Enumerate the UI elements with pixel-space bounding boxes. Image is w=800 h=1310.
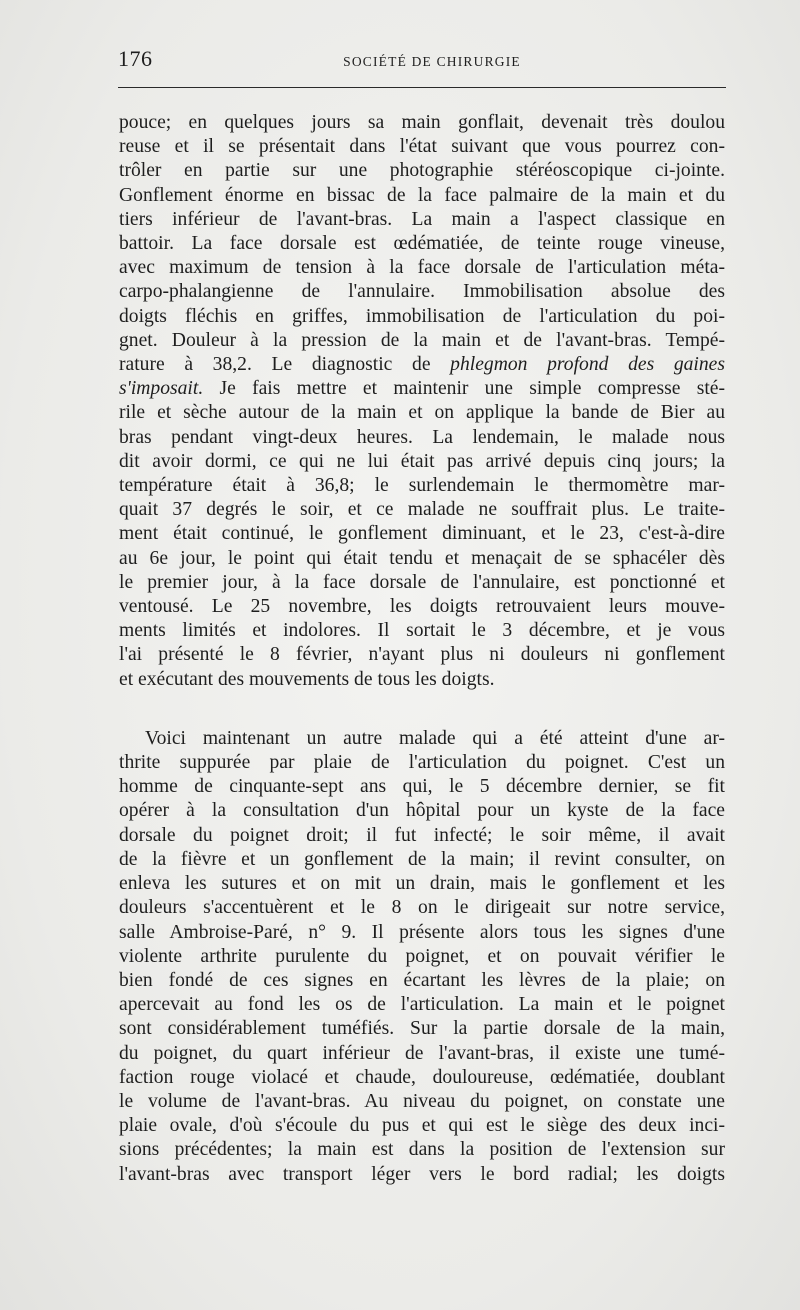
text-line: violente arthrite purulente du poignet, et on pouvait vérifier le <box>119 945 725 967</box>
paragraph-1 <box>119 111 725 692</box>
text-line: gnet. Douleur à la pression de la main et de l'avant-bras. Tempé- <box>119 329 725 351</box>
text-segment: rature à 38,2. Le diagnostic de <box>119 354 451 376</box>
body-text <box>119 111 725 1187</box>
text-line: bras pendant vingt-deux heures. La lendemain, le malade nous <box>119 426 725 448</box>
text-line: reuse et il se présentait dans l'état suivant que vous pourrez con- <box>119 136 725 158</box>
text-line: dit avoir dormi, ce qui ne lui était pas arrivé depuis cinq jours; la <box>119 450 725 472</box>
page-header <box>118 42 726 76</box>
text-line: carpo-phalangienne de l'annulaire. Immobilisation absolue des <box>119 281 725 303</box>
text-line: sions précédentes; la main est dans la position de l'extension sur <box>119 1139 725 1161</box>
text-line: douleurs s'accentuèrent et le 8 on le dirigeait sur notre service, <box>119 897 725 919</box>
paragraph-gap <box>119 692 725 727</box>
text-segment: Je fais mettre et maintenir une simple compresse sté- <box>203 378 725 400</box>
text-line: ment était continué, le gonflement diminuant, et le 23, c'est-à-dire <box>119 523 725 545</box>
page-number: 176 <box>118 46 153 71</box>
text-line: ments limités et indolores. Il sortait le 3 décembre, et je vous <box>119 620 725 642</box>
text-line: pouce; en quelques jours sa main gonflait, devenait très doulou <box>119 112 725 133</box>
text-line: Gonflement énorme en bissac de la face palmaire de la main et du <box>119 184 725 206</box>
text-line: sont considérablement tuméfiés. Sur la partie dorsale de la main, <box>119 1018 725 1040</box>
text-line: doigts fléchis en griffes, immobilisation de l'articulation du poi- <box>119 305 725 327</box>
italic-phrase: phlegmon profond des gaines <box>450 354 725 376</box>
text-line: enleva les sutures et on mit un drain, mais le gonflement et les <box>119 873 725 895</box>
text-line: ventousé. Le 25 novembre, les doigts retrouvaient leurs mouve- <box>119 596 725 618</box>
header-rule <box>118 87 726 88</box>
text-line: de la fièvre et un gonflement de la main; il revint consulter, on <box>119 848 725 870</box>
text-line: trôler en partie sur une photographie stéréoscopique ci-jointe. <box>119 160 725 182</box>
text-line: Voici maintenant un autre malade qui a été atteint d'une ar- <box>145 727 725 749</box>
text-line: bien fondé de ces signes en écartant les lèvres de la plaie; on <box>119 969 725 991</box>
text-line-with-italic <box>119 353 725 377</box>
text-line: tiers inférieur de l'avant-bras. La main a l'aspect classique en <box>119 208 725 230</box>
text-line: l'avant-bras avec transport léger vers le bord radial; les doigts <box>119 1163 725 1185</box>
text-line: avec maximum de tension à la face dorsale de l'articulation méta- <box>119 257 725 279</box>
text-line: l'ai présenté le 8 février, n'ayant plus ni douleurs ni gonflement <box>119 644 725 666</box>
text-line: opérer à la consultation d'un hôpital pour un kyste de la face <box>119 800 725 822</box>
text-line: au 6e jour, le point qui était tendu et menaçait de se sphacéler dès <box>119 547 725 569</box>
text-line: le premier jour, à la face dorsale de l'annulaire, est ponctionné et <box>119 571 725 593</box>
text-line: apercevait au fond les os de l'articulation. La main et le poignet <box>119 994 725 1016</box>
text-line: battoir. La face dorsale est œdématiée, de teinte rouge vineuse, <box>119 233 725 255</box>
text-line: homme de cinquante-sept ans qui, le 5 décembre dernier, se fit <box>119 776 725 798</box>
text-line: thrite suppurée par plaie de l'articulation du poignet. C'est un <box>119 752 725 774</box>
text-line: température était à 36,8; le surlendemain le thermomètre mar- <box>119 475 725 497</box>
italic-phrase-end: s'imposait. <box>119 378 204 400</box>
text-line: plaie ovale, d'où s'écoule du pus et qui est le siège des deux inci- <box>119 1115 725 1137</box>
running-title: SOCIÉTÉ DE CHIRURGIE <box>343 54 521 69</box>
text-line-with-italic <box>119 377 725 401</box>
text-line: faction rouge violacé et chaude, douloureuse, œdématiée, doublant <box>119 1066 725 1088</box>
text-line: le volume de l'avant-bras. Au niveau du poignet, on constate une <box>119 1090 725 1112</box>
text-line: et exécutant des mouvements de tous les doigts. <box>119 668 495 690</box>
text-line: rile et sèche autour de la main et on applique la bande de Bier au <box>119 402 725 424</box>
text-line: salle Ambroise-Paré, n° 9. Il présente alors tous les signes d'une <box>119 921 725 943</box>
paragraph-2 <box>119 727 725 1187</box>
text-line: dorsale du poignet droit; il fut infecté; le soir même, il avait <box>119 824 725 846</box>
text-line: quait 37 degrés le soir, et ce malade ne souffrait plus. Le traite- <box>119 499 725 521</box>
text-line: du poignet, du quart inférieur de l'avant-bras, il existe une tumé- <box>119 1042 725 1064</box>
